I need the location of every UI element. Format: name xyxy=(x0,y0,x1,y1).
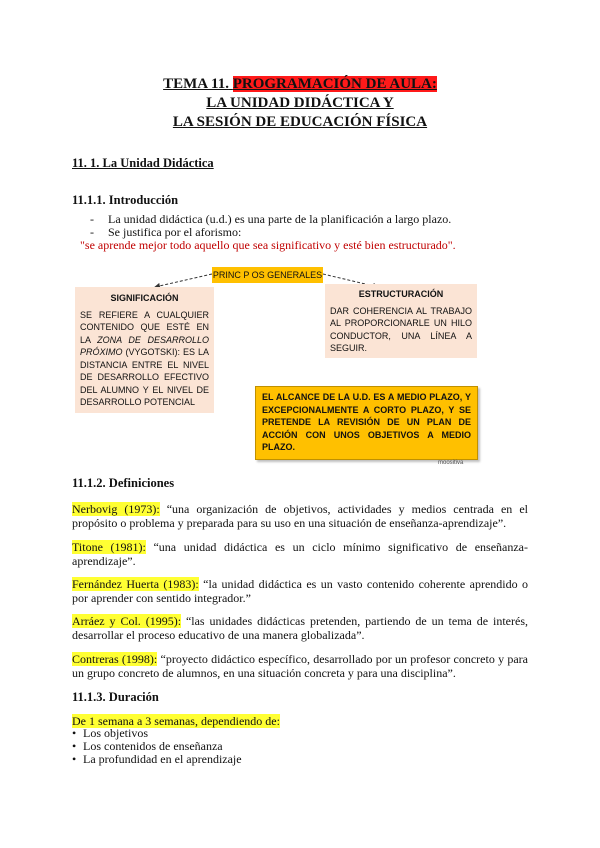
left-box-title: SIGNIFICACIÓN xyxy=(110,293,179,303)
duration-lead-text: De 1 semana a 3 semanas, dependiendo de: xyxy=(72,714,280,728)
definition-text: “una organización de objetivos, actividades y medios centrada en el propósito o problema y preparada para su uso en una situación de enseñanza-aprendizaje”. xyxy=(72,502,528,530)
section-title: 11. 1. La Unidad Didáctica xyxy=(72,156,214,170)
definition-text: “una unidad didáctica es un ciclo mínimo significativo de enseñanza-aprendizaje”. xyxy=(72,540,528,568)
duration-item-text: Los objetivos xyxy=(83,726,148,740)
diagram-center-label: PRINC P OS GENERALES xyxy=(212,267,323,283)
duration-item-text: La profundidad en el aprendizaje xyxy=(83,752,242,766)
left-box-text: SE REFIERE A CUALQUIER CONTENIDO QUE ESTÉ EN LA ZONA DE DESARROLLO PRÓXIMO (VYGOTSKI): ES LA DISTANCIA ENTRE EL NIVEL DE DESARROLLO EFECTIVO DEL ALUMNO Y EL NIVEL DE DESARROLLO POTENCIAL xyxy=(80,309,209,407)
duration-item: • La profundidad en el aprendizaje xyxy=(72,752,242,766)
page-title-line-2: LA UNIDAD DIDÁCTICA Y xyxy=(206,95,394,111)
title-prefix: TEMA 11. xyxy=(163,76,229,92)
duration-item-text: Los contenidos de enseñanza xyxy=(83,739,223,753)
intro-item-1: - La unidad didáctica (u.d.) es una parte de la planificación a largo plazo. xyxy=(90,212,452,226)
definition-author: Arráez y Col. (1995): xyxy=(72,614,182,628)
definition-author: Contreras (1998): xyxy=(72,652,158,666)
definition-item xyxy=(72,577,528,605)
title-highlight: PROGRAMACIÓN DE AULA: xyxy=(232,76,437,92)
definition-item xyxy=(72,614,528,642)
diagram-bottom-box: EL ALCANCE DE LA U.D. ES A MEDIO PLAZO, Y EXCEPCIONALMENTE A CORTO PLAZO, Y SE PRETENDE LA REVISIÓN DE UN PLAN DE ACCIÓN CON UNOS OBJETIVOS A MEDIO PLAZO. xyxy=(255,386,478,460)
definition-author: Titone (1981): xyxy=(72,540,146,554)
intro-item-2: - Se justifica por el aforismo: xyxy=(90,225,242,239)
duration-title: 11.1.3. Duración xyxy=(72,690,159,704)
intro-quote: "se aprende mejor todo aquello que sea significativo y esté bien estructurado". xyxy=(80,238,456,252)
diagram-left-box xyxy=(75,287,214,413)
definition-text: “la unidad didáctica es un vasto contenido coherente aprendido o por aprender con sentido integrador.” xyxy=(72,577,529,605)
definition-text: “proyecto didáctico específico, desarrollado por un profesor concreto y para un grupo concreto de alumnos, en una situación concreta y para una disciplina”. xyxy=(72,652,528,680)
intro-item-2-text: Se justifica por el aforismo: xyxy=(108,225,242,239)
right-box-text: DAR COHERENCIA AL TRABAJO AL PROPORCIONARLE UN HILO CONDUCTOR, UNA LÍNEA A SEGUIR. xyxy=(330,305,472,353)
definition-item xyxy=(72,540,528,568)
intro-item-1-text: La unidad didáctica (u.d.) es una parte de la planificación a largo plazo. xyxy=(108,212,452,226)
diagram-small-note: moositiva xyxy=(438,460,464,466)
right-box-title: ESTRUCTURACIÓN xyxy=(358,289,444,299)
page-title-line-3: LA SESIÓN DE EDUCACIÓN FÍSICA xyxy=(172,114,428,130)
diagram-right-box xyxy=(325,284,477,358)
intro-title: 11.1.1. Introducción xyxy=(72,193,179,207)
definition-text: “las unidades didácticas pretenden, partiendo de un tema de interés, desarrollar el proceso educativo de una manera globalizada”. xyxy=(72,614,528,642)
definitions-title: 11.1.2. Definiciones xyxy=(72,476,175,490)
definition-item xyxy=(72,502,528,530)
duration-item: • Los contenidos de enseñanza xyxy=(72,739,223,753)
definition-item xyxy=(72,652,528,680)
definition-author: Nerbovig (1973): xyxy=(72,502,160,516)
duration-item: • Los objetivos xyxy=(72,726,148,740)
definition-author: Fernández Huerta (1983): xyxy=(72,577,199,591)
